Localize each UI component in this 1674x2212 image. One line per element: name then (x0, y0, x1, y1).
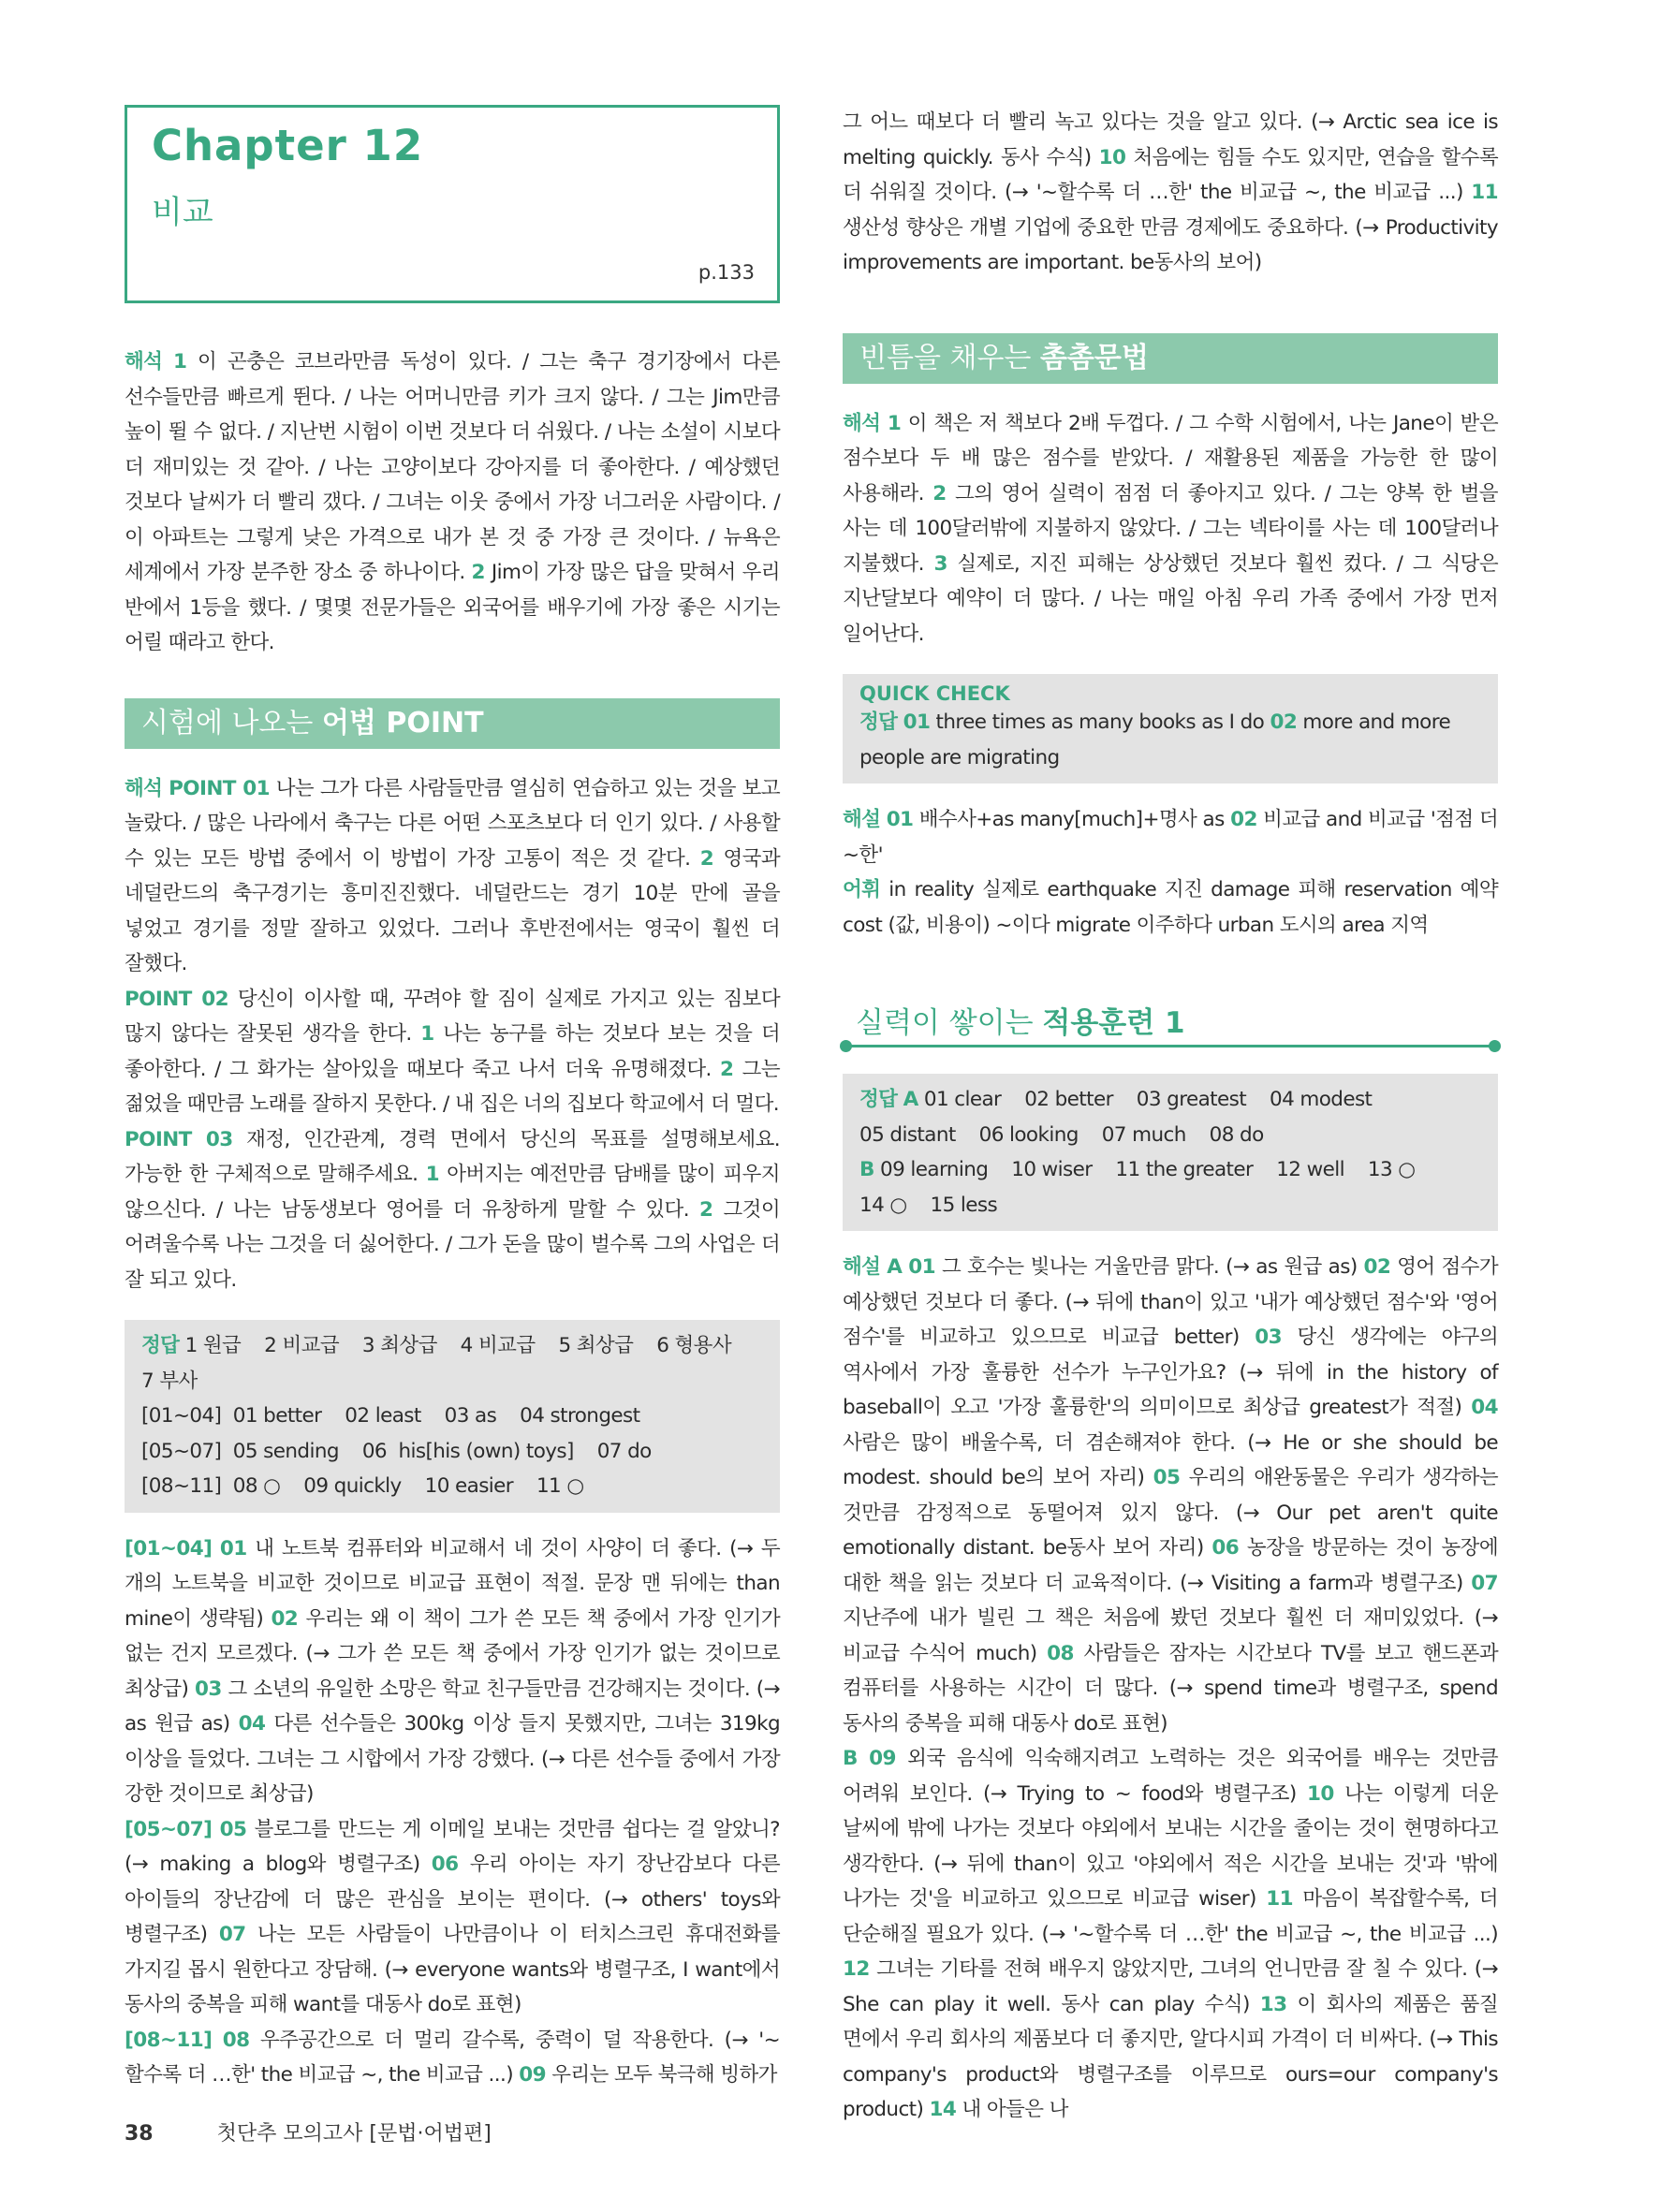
answer-label: 정답 (859, 1088, 898, 1111)
answer-explanations (125, 1531, 780, 2093)
grammar-point-banner (125, 698, 780, 749)
paragraph-text: 그녀는 기타를 전혀 배우지 않았지만, 그녀의 언니만큼 잘 칠 수 있다. (→ She can play it well. 동사 can play 수식) (843, 1957, 1498, 2016)
item-number: 3 (933, 551, 947, 576)
paragraph-text: 지난주에 내가 빌린 그 책은 처음에 봤던 것보다 훨씬 더 재미있었다. (→ 비교급 수식어 much) (843, 1606, 1498, 1665)
heading-text: 실력이 쌓이는 (856, 1006, 1043, 1040)
paragraph-text: 사람들은 잠자는 시간보다 TV를 보고 핸드폰과 컴퓨터를 사용하는 시간이 더 많다. (→ spend time과 병렬구조, spend 동사의 중복을 피해 대동사 do로 표현) (843, 1641, 1498, 1736)
answer-line (859, 1082, 1481, 1118)
paragraph-text: 이 책은 저 책보다 2배 두껍다. / 그 수학 시험에서, 나는 Jane이 받은 점수보다 두 배 많은 점수를 받았다. / 재활용된 제품을 가능한 한 많이 사용해라. (843, 411, 1498, 505)
item-number: 11 (1266, 1887, 1293, 1911)
answer-text: more and more people are migrating (859, 710, 1451, 769)
item-number: 08 (1047, 1641, 1074, 1665)
translation-label: 해석 (125, 776, 163, 800)
item-number: 13 (1259, 1992, 1287, 2016)
page-footer (125, 2117, 492, 2146)
paragraph-text: 그의 영어 실력이 점점 더 좋아지고 있다. / 그는 양복 한 벌을 사는 데 100달러밖에 지불하지 않았다. / 그는 넥타이를 사는 데 100달러나 지불했다. (843, 481, 1498, 576)
item-number: 02 (1230, 808, 1257, 831)
item-number: 07 (1471, 1571, 1498, 1595)
answer-text: 09 learning 10 wiser 11 the greater 12 well 13 ○ (874, 1158, 1416, 1181)
answer-text: 1 원급 2 비교급 3 최상급 4 비교급 5 최상급 6 형용사 (179, 1334, 732, 1357)
item-number: 01 (886, 808, 914, 831)
right-column (843, 105, 1498, 2128)
vocabulary (843, 872, 1498, 943)
paragraph-text: 실제로, 지진 피해는 상상했던 것보다 훨씬 컸다. / 그 식당은 지난달보다 예약이 더 많다. / 나는 매일 아침 우리 가족 중에서 가장 먼저 일어난다. (843, 551, 1498, 646)
answer-line: [08~11] 08 ○ 09 quickly 10 easier 11 ○ (141, 1474, 584, 1498)
item-number: 02 (1270, 710, 1298, 734)
chapter-page-ref: p.133 (698, 261, 755, 284)
banner-bold-text: 어법 POINT (321, 706, 484, 740)
paragraph-text: 블로그를 만드는 게 이메일 보내는 것만큼 쉽다는 걸 알았니? (→ making a blog와 병렬구조) (125, 1817, 780, 1876)
paragraph-text: 내 아들은 나 (956, 2098, 1068, 2121)
item-number: 05 (219, 1817, 247, 1841)
item-number: 08 (222, 2028, 250, 2052)
paragraph-text: 마음이 복잡할수록, 더 단순해질 필요가 있다. (→ '~할수록 더 …한' the 비교급 ~, the 비교급 ...) (843, 1887, 1498, 1946)
answer-line: 7 부사 (141, 1369, 198, 1393)
item-number: 1 (420, 1022, 434, 1046)
translation-label: 해석 (843, 411, 881, 435)
item-number: 2 (720, 1057, 734, 1081)
paragraph-text: 그 호수는 빛나는 거울만큼 맑다. (→ as 원급 as) (935, 1255, 1364, 1279)
translation-label: 해석 (125, 350, 163, 374)
paragraph-text: 배수사+as many[much]+명사 as (913, 808, 1231, 831)
practice-heading-text (856, 999, 1185, 1041)
item-number: 04 (238, 1712, 266, 1736)
answer-line: 05 distant 06 looking 07 much 08 do (859, 1122, 1264, 1147)
heading-dot-right (1489, 1040, 1501, 1052)
paragraph-text: 나는 이렇게 더운 날씨에 밖에 나가는 것보다 야외에서 보내는 시간을 줄이는 것이 현명하다고 생각한다. (→ 뒤에 than이 있고 '야외에서 적은 시간을 보내는 것'과 '밖에 나가는 것'을 비교하고 있으므로 비교급 wiser) (843, 1781, 1498, 1911)
group-label: [01~04] (125, 1536, 213, 1560)
item-number: 11 (1471, 181, 1498, 204)
item-number: 09 (869, 1747, 896, 1770)
answer-label: 정답 (141, 1334, 180, 1357)
answer-line (141, 1328, 763, 1364)
item-number: 2 (699, 846, 714, 871)
continued-explanation (843, 105, 1498, 281)
item-number: 04 (1471, 1396, 1498, 1419)
item-number: 2 (932, 481, 947, 505)
chapter-header-box (125, 105, 780, 303)
item-number: 1 (887, 411, 902, 435)
group-label: [08~11] (125, 2028, 213, 2052)
paragraph-text: 우리의 애완동물은 우리가 생각하는 것만큼 감정적으로 동떨어져 있지 않다. (→ Our pet aren't quite emotionally distant. be동사 보어 자리) (843, 1466, 1498, 1560)
item-number: 1 (173, 350, 187, 374)
item-number: 05 (1153, 1466, 1181, 1489)
grammar-fill-banner (843, 333, 1498, 384)
practice-explanation (843, 1250, 1498, 2128)
item-number: 06 (1211, 1536, 1240, 1560)
answer-line (859, 1152, 1481, 1188)
item-number: 12 (843, 1957, 870, 1981)
item-number: 14 (929, 2098, 957, 2121)
item-number: 2 (699, 1197, 713, 1222)
section-label: A (887, 1255, 903, 1279)
point-translation (125, 771, 780, 1298)
item-number: 09 (519, 2063, 547, 2087)
paragraph-text: 재정, 인간관계, 경력 면에서 당신의 목표를 설명해보세요. 가능한 한 구체적으로 말해주세요. (125, 1127, 780, 1186)
answer-line: [01~04] 01 better 02 least 03 as 04 strongest (141, 1404, 640, 1428)
paragraph-text: 비교급 and 비교급 '점점 더 ~한' (843, 808, 1498, 867)
answer-text: three times as many books as I do (930, 710, 1270, 734)
item-number: 01 (903, 710, 931, 734)
quick-check-title: QUICK CHECK (859, 682, 1010, 705)
item-number: 1 (425, 1163, 439, 1186)
paragraph-text: 나는 그가 다른 사람들만큼 열심히 연습하고 있는 것을 보고 놀랐다. / 많은 나라에서 축구는 다른 어떤 스포츠보다 더 인기 있다. / 사용할 수 있는 모든 방법 중에서 이 방법이 가장 고통이 적은 것 같다. (125, 776, 780, 871)
paragraph-text: 처음에는 힘들 수도 있지만, 연습을 할수록 더 쉬워질 것이다. (→ '~할수록 더 …한' the 비교급 ~, the 비교급 ...) (843, 145, 1498, 204)
answer-line: 14 ○ 15 less (859, 1193, 998, 1217)
paragraph-text: Jim이 가장 많은 답을 맞혀서 우리 반에서 1등을 했다. / 몇몇 전문가들은 외국어를 배우기에 가장 좋은 시기는 어릴 때라고 한다. (125, 561, 780, 654)
point-label: POINT 03 (125, 1127, 233, 1151)
intro-translation (125, 344, 780, 661)
answer-line: [05~07] 05 sending 06 his[his (own) toys] 07 do (141, 1439, 652, 1463)
quick-check-box (843, 674, 1498, 784)
paragraph-text: 나는 농구를 하는 것보다 보는 것을 더 좋아한다. / 그 화가는 살아있을 때보다 죽고 나서 더욱 유명해졌다. (125, 1022, 780, 1081)
paragraph-text: 아버지는 예전만큼 담배를 많이 피우지 않으신다. / 나는 남동생보다 영어를 더 유창하게 말할 수 있다. (125, 1163, 780, 1222)
paragraph-text: 당신이 이사할 때, 꾸려야 할 짐이 실제로 가지고 있는 짐보다 많지 않다는 잘못된 생각을 한다. (125, 987, 780, 1046)
item-number: 01 (908, 1255, 936, 1279)
item-number: 07 (218, 1923, 246, 1946)
answer-label: 정답 (859, 710, 898, 734)
point-label: POINT 01 (169, 776, 270, 800)
paragraph-text: 우리 아이는 자기 장난감보다 다른 아이들의 장난감에 더 많은 관심을 보이는 편이다. (→ others' toys와 병렬구조) (125, 1853, 780, 1946)
paragraph-text: 영국과 네덜란드의 축구경기는 흥미진진했다. 네덜란드는 경기 10분 만에 골을 넣었고 경기를 정말 잘하고 있었다. 그러나 후반전에서는 영국이 훨씬 더 잘했다. (125, 846, 780, 975)
item-number: 03 (1255, 1326, 1282, 1349)
item-number: 10 (1098, 145, 1126, 169)
paragraph-text: 이 곤충은 코브라만큼 독성이 있다. / 그는 축구 경기장에서 다른 선수들만큼 빠르게 뛴다. / 나는 어머니만큼 키가 크지 않다. / 그는 Jim만큼 높이 뛸 수 없다. / 지난번 시험이 이번 것보다 더 쉬웠다. / 나는 소설이 시보다 더 재미있는 것 같아. / 나는 고양이보다 강아지를 더 좋아한다. / 예상했던 것보다 날씨가 더 빨리 갰다. / 그녀는 이웃 중에서 가장 너그러운 사람이다. / 이 아파트는 그렇게 낮은 가격으로 내가 본 것 중 가장 큰 것이다. / 뉴욕은 세계에서 가장 분주한 장소 중 하나이다. (125, 350, 780, 584)
paragraph-text: 그것이 어려울수록 나는 그것을 더 싫어한다. / 그가 돈을 많이 벌수록 그의 사업은 더 잘 되고 있다. (125, 1197, 780, 1292)
section-label: A (903, 1088, 918, 1111)
left-column (125, 105, 780, 2093)
fill-translation (843, 406, 1498, 652)
vocab-text: in reality 실제로 earthquake 지진 damage 피해 reservation 예약 cost (값, 비용이) ~이다 migrate 이주하다 urban 도시의 area 지역 (843, 878, 1498, 937)
paragraph-text: 그 소년의 유일한 소망은 학교 친구들만큼 건강해지는 것이다. (→ as 원급 as) (125, 1677, 780, 1736)
paragraph-text: 나는 모든 사람들이 나만큼이나 이 터치스크린 휴대전화를 가지길 몹시 원한다고 장담해. (→ everyone wants와 병렬구조, I want에서 동사의 중복을 피해 want를 대동사 do로 표현) (125, 1923, 780, 2016)
item-number: 01 (219, 1536, 247, 1560)
practice-heading (843, 995, 1498, 1057)
item-number: 03 (195, 1677, 222, 1701)
point-label: POINT 02 (125, 987, 228, 1011)
banner-bold-text: 촘촘문법 (1039, 341, 1149, 374)
paragraph-text: 그는 젊었을 때만큼 노래를 잘하지 못한다. / 내 집은 너의 집보다 학교에서 더 멀다. (125, 1057, 780, 1116)
paragraph-text: 내 노트북 컴퓨터와 비교해서 네 것이 사양이 더 좋다. (→ 두 개의 노트북을 비교한 것이므로 비교급 표현이 적절. 문장 맨 뒤에는 than mine이 생략됨) (125, 1536, 781, 1631)
item-number: 06 (431, 1853, 459, 1876)
heading-underline (843, 1045, 1498, 1047)
paragraph-text: 그 어느 때보다 더 빨리 녹고 있다는 것을 알고 있다. (→ Arctic sea ice is melting quickly. 동사 수식) (843, 110, 1498, 169)
explanation-label: 해설 (843, 1255, 881, 1279)
paragraph-text: 이 회사의 제품은 품질 면에서 우리 회사의 제품보다 더 좋지만, 알다시피 가격이 더 비싸다. (→ This company's product와 병렬구조를 이루므로 ours=our company's product) (843, 1992, 1498, 2121)
item-number: 02 (1363, 1255, 1391, 1279)
item-number: 02 (271, 1606, 299, 1631)
page-number: 38 (125, 2122, 154, 2146)
book-title: 첫단추 모의고사 [문법·어법편] (216, 2122, 492, 2146)
paragraph-text: 당신 생각에는 야구의 역사에서 가장 훌륭한 선수가 누구인가요? (→ 뒤에 in the history of baseball이 오고 '가장 훌륭한'의 의미이므로 최상급 greatest가 적절) (843, 1326, 1498, 1419)
paragraph-text: 영어 점수가 예상했던 것보다 더 좋다. (→ 뒤에 than이 있고 '내가 예상했던 점수'와 '영어 점수'를 비교하고 있으므로 비교급 better) (843, 1255, 1499, 1349)
answer-box (125, 1320, 780, 1513)
practice-answer-box (843, 1074, 1498, 1231)
quick-check-answers (859, 705, 1481, 775)
paragraph-text: 사람은 많이 배울수록, 더 겸손해져야 한다. (→ He or she should be modest. should be의 보어 자리) (843, 1430, 1498, 1489)
paragraph-text: 우리는 왜 이 책이 그가 쓴 모든 책 중에서 가장 인기가 없는 건지 모르겠다. (→ 그가 쓴 모든 책 중에서 가장 인기가 없는 것이므로 최상급) (125, 1606, 780, 1701)
vocab-label: 어휘 (843, 878, 881, 901)
item-number: 10 (1307, 1781, 1334, 1806)
section-label: B (859, 1158, 874, 1181)
paragraph-text: 농장을 방문하는 것이 농장에 대한 책을 읽는 것보다 더 교육적이다. (→ Visiting a farm과 병렬구조) (843, 1536, 1499, 1595)
paragraph-text: 우주공간으로 더 멀리 갈수록, 중력이 덜 작용한다. (→ '~할수록 더 …한' the 비교급 ~, the 비교급 ...) (125, 2028, 781, 2087)
banner-text: 시험에 나오는 (141, 706, 322, 740)
paragraph-text: 우리는 모두 북극해 빙하가 (546, 2063, 777, 2087)
banner-text: 빈틈을 채우는 (859, 341, 1040, 374)
chapter-subtitle: 비교 (152, 194, 213, 231)
answer-text: 01 clear 02 better 03 greatest 04 modest (918, 1088, 1373, 1111)
explanation-label: 해설 (843, 808, 881, 831)
heading-dot-left (840, 1040, 852, 1052)
quick-check-explanation (843, 802, 1498, 872)
paragraph-text: 외국 음식에 익숙해지려고 노력하는 것은 외국어를 배우는 것만큼 어려워 보인다. (→ Trying to ~ food와 병렬구조) (843, 1747, 1498, 1806)
item-number: 2 (471, 561, 485, 584)
paragraph-text: 생산성 향상은 개별 기업에 중요한 만큼 경제에도 중요하다. (→ Productivity improvements are important. be동사의 보어) (843, 215, 1498, 274)
paragraph-text: 다른 선수들은 300kg 이상 들지 못했지만, 그녀는 319kg 이상을 들었다. 그녀는 그 시합에서 가장 강했다. (→ 다른 선수들 중에서 가장 강한 것이므로 최상급) (125, 1712, 780, 1806)
group-label: [05~07] (125, 1817, 213, 1841)
heading-bold-text: 적용훈련 1 (1042, 1006, 1185, 1040)
chapter-title: Chapter 12 (152, 121, 424, 170)
section-label: B (843, 1747, 858, 1770)
